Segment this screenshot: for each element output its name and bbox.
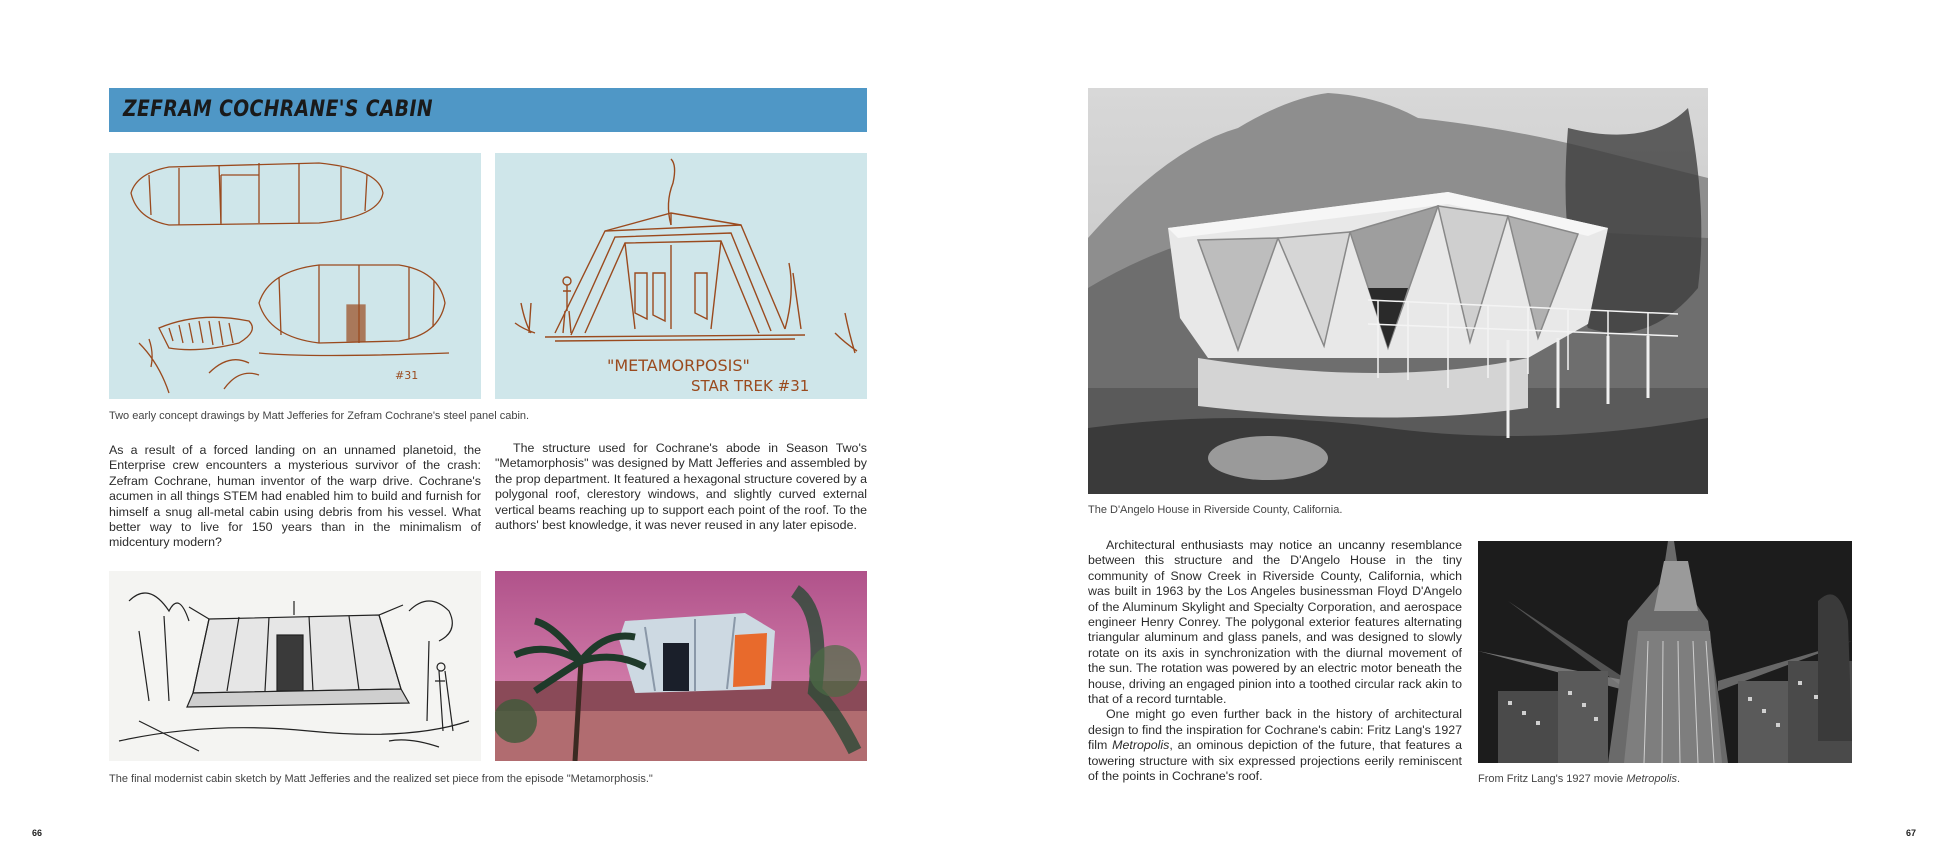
caption-dangelo-house: The D'Angelo House in Riverside County, California.	[1088, 504, 1343, 516]
sketch1-number: #31	[395, 369, 419, 382]
section-title-bar	[109, 88, 867, 132]
col1-paragraph: As a result of a forced landing on an unnamed planetoid, the Enterprise crew encounters a mysterious survivor of the crash: Zefram Cochrane, human inventor of the warp drive. Cochrane's acumen in all things STEM had enabled him to build and furnish for himself a snug all-metal cabin using debris from his vessel. What better way to live for 150 years than in the minimalism of midcentury modern?	[109, 443, 481, 550]
concept-sketch-2	[495, 153, 867, 399]
caption-metropolis: From Fritz Lang's 1927 movie Metropolis.	[1478, 773, 1681, 785]
sketch2-subtitle: STAR TREK #31	[691, 377, 810, 395]
final-cabin-sketch	[109, 571, 481, 761]
page-number-right: 67	[1906, 828, 1917, 838]
right-paragraph-2: One might go even further back in the history of architectural design to find the inspiration for Cochrane's cabin: Fritz Lang's 1927 film Metropolis, an ominous depiction of the future, that features a towering structure with six expressed projections eerily reminiscent of the points in Cochrane's roof.	[1088, 707, 1463, 784]
body-column-3	[1088, 538, 1462, 785]
dangelo-house-photo	[1088, 88, 1708, 494]
section-title: ZEFRAM COCHRANE'S CABIN	[123, 97, 433, 122]
caption-final-sketch: The final modernist cabin sketch by Matt Jefferies and the realized set piece from the episode "Metamorphosis."	[109, 773, 653, 785]
sketch2-title: "METAMORPOSIS"	[607, 356, 750, 375]
concept-sketch-1	[109, 153, 481, 399]
body-column-1	[109, 443, 481, 551]
caption-concept-drawings: Two early concept drawings by Matt Jefferies for Zefram Cochrane's steel panel cabin.	[109, 410, 530, 422]
set-piece-photo	[495, 571, 867, 761]
page-number-left: 66	[32, 828, 43, 838]
col2-paragraph: The structure used for Cochrane's abode in Season Two's "Metamorphosis" was designed by Matt Jefferies and assembled by the prop department. It featured a hexagonal structure covered by a polygonal roof, clerestory windows, and slightly curved external vertical beams reaching up to support each point of the roof. To the authors' best knowledge, it was never reused in any later episode.	[495, 441, 867, 533]
metropolis-still	[1478, 541, 1852, 763]
body-column-2	[495, 441, 867, 533]
right-paragraph-1: Architectural enthusiasts may notice an uncanny resemblance between this structure and the D'Angelo House in the tiny community of Snow Creek in Riverside County, California, which was built in 1963 by the Los Angeles businessman Floyd D'Angelo of the Aluminum Skylight and Specialty Corporation, and aerospace engineer Henry Conrey. The polygonal exterior features alternating triangular aluminum and glass panels, and was designed to slowly rotate on its axis in synchronization with the diurnal movement of the sun. The rotation was powered by an electric motor beneath the house, driving an engaged pinion into a toothed circular rack akin to that of a record turntable.	[1088, 538, 1462, 707]
